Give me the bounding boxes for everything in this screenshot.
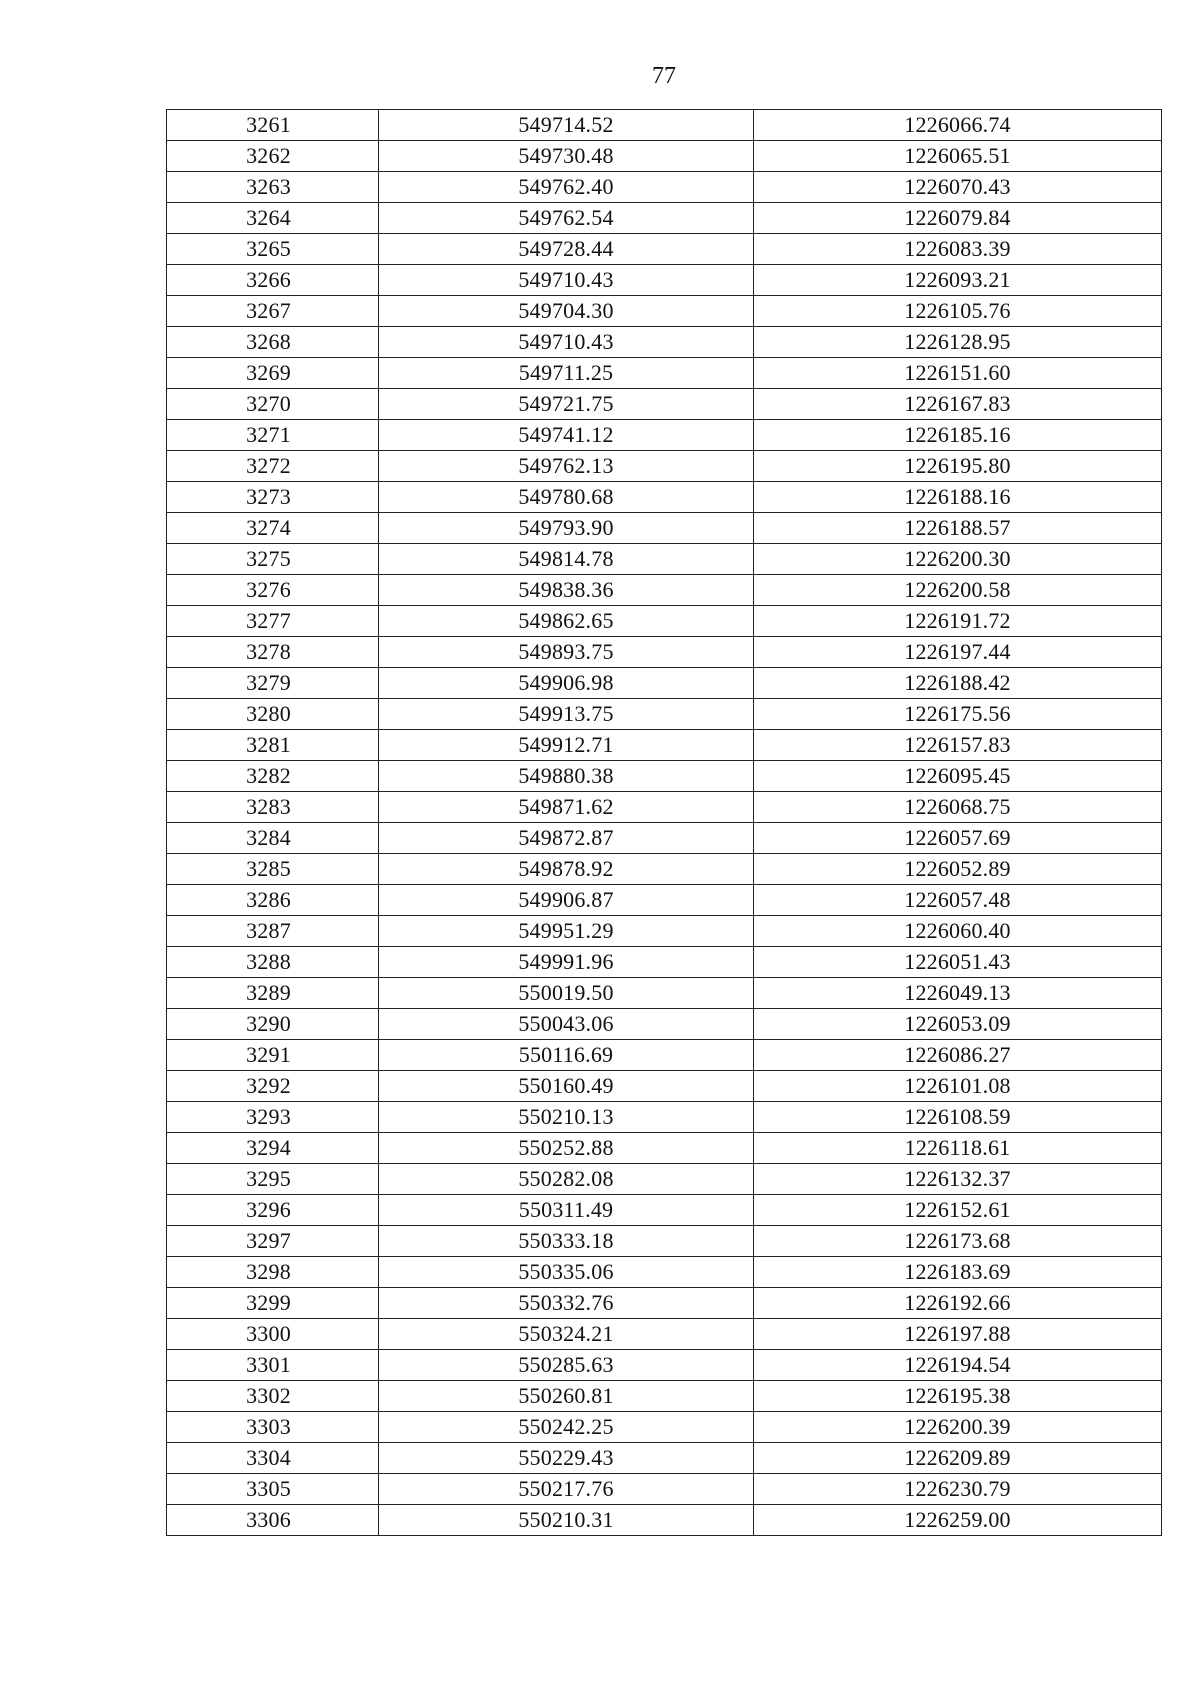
point-number-cell: 3267 xyxy=(167,296,379,327)
table-row xyxy=(167,1071,1162,1102)
point-number-cell: 3299 xyxy=(167,1288,379,1319)
point-number-cell: 3300 xyxy=(167,1319,379,1350)
table-row xyxy=(167,1319,1162,1350)
x-coordinate-cell: 550311.49 xyxy=(379,1195,754,1226)
table-row xyxy=(167,327,1162,358)
x-coordinate-cell: 550335.06 xyxy=(379,1257,754,1288)
x-coordinate-cell: 549838.36 xyxy=(379,575,754,606)
point-number-cell: 3280 xyxy=(167,699,379,730)
table-row xyxy=(167,451,1162,482)
x-coordinate-cell: 549872.87 xyxy=(379,823,754,854)
y-coordinate-cell: 1226132.37 xyxy=(754,1164,1162,1195)
table-row xyxy=(167,637,1162,668)
x-coordinate-cell: 549814.78 xyxy=(379,544,754,575)
table-row xyxy=(167,1505,1162,1536)
point-number-cell: 3284 xyxy=(167,823,379,854)
x-coordinate-cell: 550252.88 xyxy=(379,1133,754,1164)
point-number-cell: 3296 xyxy=(167,1195,379,1226)
table-row xyxy=(167,947,1162,978)
y-coordinate-cell: 1226197.44 xyxy=(754,637,1162,668)
x-coordinate-cell: 549721.75 xyxy=(379,389,754,420)
table-row xyxy=(167,1381,1162,1412)
y-coordinate-cell: 1226157.83 xyxy=(754,730,1162,761)
y-coordinate-cell: 1226066.74 xyxy=(754,110,1162,141)
point-number-cell: 3292 xyxy=(167,1071,379,1102)
point-number-cell: 3303 xyxy=(167,1412,379,1443)
x-coordinate-cell: 549730.48 xyxy=(379,141,754,172)
point-number-cell: 3265 xyxy=(167,234,379,265)
y-coordinate-cell: 1226188.57 xyxy=(754,513,1162,544)
x-coordinate-cell: 549906.98 xyxy=(379,668,754,699)
table-row xyxy=(167,916,1162,947)
point-number-cell: 3297 xyxy=(167,1226,379,1257)
y-coordinate-cell: 1226101.08 xyxy=(754,1071,1162,1102)
point-number-cell: 3278 xyxy=(167,637,379,668)
point-number-cell: 3304 xyxy=(167,1443,379,1474)
x-coordinate-cell: 550282.08 xyxy=(379,1164,754,1195)
point-number-cell: 3262 xyxy=(167,141,379,172)
y-coordinate-cell: 1226194.54 xyxy=(754,1350,1162,1381)
table-row xyxy=(167,482,1162,513)
y-coordinate-cell: 1226052.89 xyxy=(754,854,1162,885)
y-coordinate-cell: 1226057.69 xyxy=(754,823,1162,854)
table-row xyxy=(167,265,1162,296)
table-row xyxy=(167,544,1162,575)
table-row xyxy=(167,1164,1162,1195)
x-coordinate-cell: 549711.25 xyxy=(379,358,754,389)
point-number-cell: 3295 xyxy=(167,1164,379,1195)
table-row xyxy=(167,234,1162,265)
x-coordinate-cell: 549704.30 xyxy=(379,296,754,327)
y-coordinate-cell: 1226197.88 xyxy=(754,1319,1162,1350)
x-coordinate-cell: 549871.62 xyxy=(379,792,754,823)
coordinates-table xyxy=(166,109,1162,1536)
point-number-cell: 3302 xyxy=(167,1381,379,1412)
table-row xyxy=(167,1474,1162,1505)
y-coordinate-cell: 1226051.43 xyxy=(754,947,1162,978)
point-number-cell: 3289 xyxy=(167,978,379,1009)
x-coordinate-cell: 549862.65 xyxy=(379,606,754,637)
point-number-cell: 3277 xyxy=(167,606,379,637)
table-row xyxy=(167,389,1162,420)
y-coordinate-cell: 1226095.45 xyxy=(754,761,1162,792)
y-coordinate-cell: 1226183.69 xyxy=(754,1257,1162,1288)
point-number-cell: 3294 xyxy=(167,1133,379,1164)
point-number-cell: 3269 xyxy=(167,358,379,389)
table-row xyxy=(167,203,1162,234)
point-number-cell: 3261 xyxy=(167,110,379,141)
point-number-cell: 3288 xyxy=(167,947,379,978)
x-coordinate-cell: 549762.13 xyxy=(379,451,754,482)
point-number-cell: 3264 xyxy=(167,203,379,234)
point-number-cell: 3272 xyxy=(167,451,379,482)
x-coordinate-cell: 550242.25 xyxy=(379,1412,754,1443)
x-coordinate-cell: 549710.43 xyxy=(379,327,754,358)
table-row xyxy=(167,761,1162,792)
table-row xyxy=(167,792,1162,823)
x-coordinate-cell: 550217.76 xyxy=(379,1474,754,1505)
table-row xyxy=(167,606,1162,637)
table-row xyxy=(167,141,1162,172)
x-coordinate-cell: 550160.49 xyxy=(379,1071,754,1102)
x-coordinate-cell: 549991.96 xyxy=(379,947,754,978)
x-coordinate-cell: 549728.44 xyxy=(379,234,754,265)
table-row xyxy=(167,1195,1162,1226)
point-number-cell: 3276 xyxy=(167,575,379,606)
x-coordinate-cell: 550324.21 xyxy=(379,1319,754,1350)
table-row xyxy=(167,420,1162,451)
point-number-cell: 3281 xyxy=(167,730,379,761)
point-number-cell: 3301 xyxy=(167,1350,379,1381)
x-coordinate-cell: 549793.90 xyxy=(379,513,754,544)
table-row xyxy=(167,575,1162,606)
x-coordinate-cell: 549951.29 xyxy=(379,916,754,947)
y-coordinate-cell: 1226068.75 xyxy=(754,792,1162,823)
x-coordinate-cell: 549912.71 xyxy=(379,730,754,761)
point-number-cell: 3293 xyxy=(167,1102,379,1133)
y-coordinate-cell: 1226259.00 xyxy=(754,1505,1162,1536)
y-coordinate-cell: 1226173.68 xyxy=(754,1226,1162,1257)
x-coordinate-cell: 549780.68 xyxy=(379,482,754,513)
table-row xyxy=(167,1009,1162,1040)
point-number-cell: 3263 xyxy=(167,172,379,203)
y-coordinate-cell: 1226185.16 xyxy=(754,420,1162,451)
point-number-cell: 3305 xyxy=(167,1474,379,1505)
x-coordinate-cell: 550260.81 xyxy=(379,1381,754,1412)
y-coordinate-cell: 1226070.43 xyxy=(754,172,1162,203)
y-coordinate-cell: 1226118.61 xyxy=(754,1133,1162,1164)
x-coordinate-cell: 549878.92 xyxy=(379,854,754,885)
table-row xyxy=(167,110,1162,141)
y-coordinate-cell: 1226060.40 xyxy=(754,916,1162,947)
x-coordinate-cell: 550043.06 xyxy=(379,1009,754,1040)
y-coordinate-cell: 1226053.09 xyxy=(754,1009,1162,1040)
y-coordinate-cell: 1226230.79 xyxy=(754,1474,1162,1505)
y-coordinate-cell: 1226175.56 xyxy=(754,699,1162,730)
x-coordinate-cell: 549906.87 xyxy=(379,885,754,916)
table-row xyxy=(167,358,1162,389)
y-coordinate-cell: 1226083.39 xyxy=(754,234,1162,265)
point-number-cell: 3266 xyxy=(167,265,379,296)
y-coordinate-cell: 1226188.16 xyxy=(754,482,1162,513)
table-row xyxy=(167,1102,1162,1133)
point-number-cell: 3291 xyxy=(167,1040,379,1071)
table-row xyxy=(167,1412,1162,1443)
point-number-cell: 3268 xyxy=(167,327,379,358)
point-number-cell: 3279 xyxy=(167,668,379,699)
point-number-cell: 3270 xyxy=(167,389,379,420)
point-number-cell: 3290 xyxy=(167,1009,379,1040)
x-coordinate-cell: 549913.75 xyxy=(379,699,754,730)
point-number-cell: 3285 xyxy=(167,854,379,885)
table-row xyxy=(167,1288,1162,1319)
point-number-cell: 3298 xyxy=(167,1257,379,1288)
table-row xyxy=(167,1350,1162,1381)
table-row xyxy=(167,823,1162,854)
y-coordinate-cell: 1226188.42 xyxy=(754,668,1162,699)
table-row xyxy=(167,1040,1162,1071)
y-coordinate-cell: 1226128.95 xyxy=(754,327,1162,358)
point-number-cell: 3306 xyxy=(167,1505,379,1536)
table-row xyxy=(167,1443,1162,1474)
point-number-cell: 3283 xyxy=(167,792,379,823)
x-coordinate-cell: 550116.69 xyxy=(379,1040,754,1071)
x-coordinate-cell: 549880.38 xyxy=(379,761,754,792)
y-coordinate-cell: 1226049.13 xyxy=(754,978,1162,1009)
y-coordinate-cell: 1226195.38 xyxy=(754,1381,1162,1412)
x-coordinate-cell: 549714.52 xyxy=(379,110,754,141)
x-coordinate-cell: 549710.43 xyxy=(379,265,754,296)
table-row xyxy=(167,513,1162,544)
y-coordinate-cell: 1226200.58 xyxy=(754,575,1162,606)
y-coordinate-cell: 1226192.66 xyxy=(754,1288,1162,1319)
y-coordinate-cell: 1226209.89 xyxy=(754,1443,1162,1474)
y-coordinate-cell: 1226167.83 xyxy=(754,389,1162,420)
y-coordinate-cell: 1226200.30 xyxy=(754,544,1162,575)
y-coordinate-cell: 1226152.61 xyxy=(754,1195,1162,1226)
x-coordinate-cell: 550210.13 xyxy=(379,1102,754,1133)
point-number-cell: 3282 xyxy=(167,761,379,792)
point-number-cell: 3275 xyxy=(167,544,379,575)
y-coordinate-cell: 1226079.84 xyxy=(754,203,1162,234)
y-coordinate-cell: 1226195.80 xyxy=(754,451,1162,482)
y-coordinate-cell: 1226105.76 xyxy=(754,296,1162,327)
point-number-cell: 3273 xyxy=(167,482,379,513)
y-coordinate-cell: 1226108.59 xyxy=(754,1102,1162,1133)
x-coordinate-cell: 549741.12 xyxy=(379,420,754,451)
y-coordinate-cell: 1226057.48 xyxy=(754,885,1162,916)
x-coordinate-cell: 550285.63 xyxy=(379,1350,754,1381)
y-coordinate-cell: 1226093.21 xyxy=(754,265,1162,296)
page-number: 77 xyxy=(652,63,676,89)
x-coordinate-cell: 550333.18 xyxy=(379,1226,754,1257)
x-coordinate-cell: 550019.50 xyxy=(379,978,754,1009)
table-row xyxy=(167,172,1162,203)
x-coordinate-cell: 550229.43 xyxy=(379,1443,754,1474)
x-coordinate-cell: 549893.75 xyxy=(379,637,754,668)
table-row xyxy=(167,296,1162,327)
y-coordinate-cell: 1226191.72 xyxy=(754,606,1162,637)
table-row xyxy=(167,1226,1162,1257)
x-coordinate-cell: 550210.31 xyxy=(379,1505,754,1536)
y-coordinate-cell: 1226151.60 xyxy=(754,358,1162,389)
point-number-cell: 3287 xyxy=(167,916,379,947)
y-coordinate-cell: 1226086.27 xyxy=(754,1040,1162,1071)
table-row xyxy=(167,699,1162,730)
y-coordinate-cell: 1226065.51 xyxy=(754,141,1162,172)
point-number-cell: 3271 xyxy=(167,420,379,451)
table-row xyxy=(167,668,1162,699)
x-coordinate-cell: 550332.76 xyxy=(379,1288,754,1319)
point-number-cell: 3274 xyxy=(167,513,379,544)
table-row xyxy=(167,885,1162,916)
table-body xyxy=(167,110,1162,1536)
table-row xyxy=(167,854,1162,885)
table-row xyxy=(167,978,1162,1009)
x-coordinate-cell: 549762.40 xyxy=(379,172,754,203)
table-row xyxy=(167,1257,1162,1288)
point-number-cell: 3286 xyxy=(167,885,379,916)
table-row xyxy=(167,1133,1162,1164)
x-coordinate-cell: 549762.54 xyxy=(379,203,754,234)
y-coordinate-cell: 1226200.39 xyxy=(754,1412,1162,1443)
table-row xyxy=(167,730,1162,761)
